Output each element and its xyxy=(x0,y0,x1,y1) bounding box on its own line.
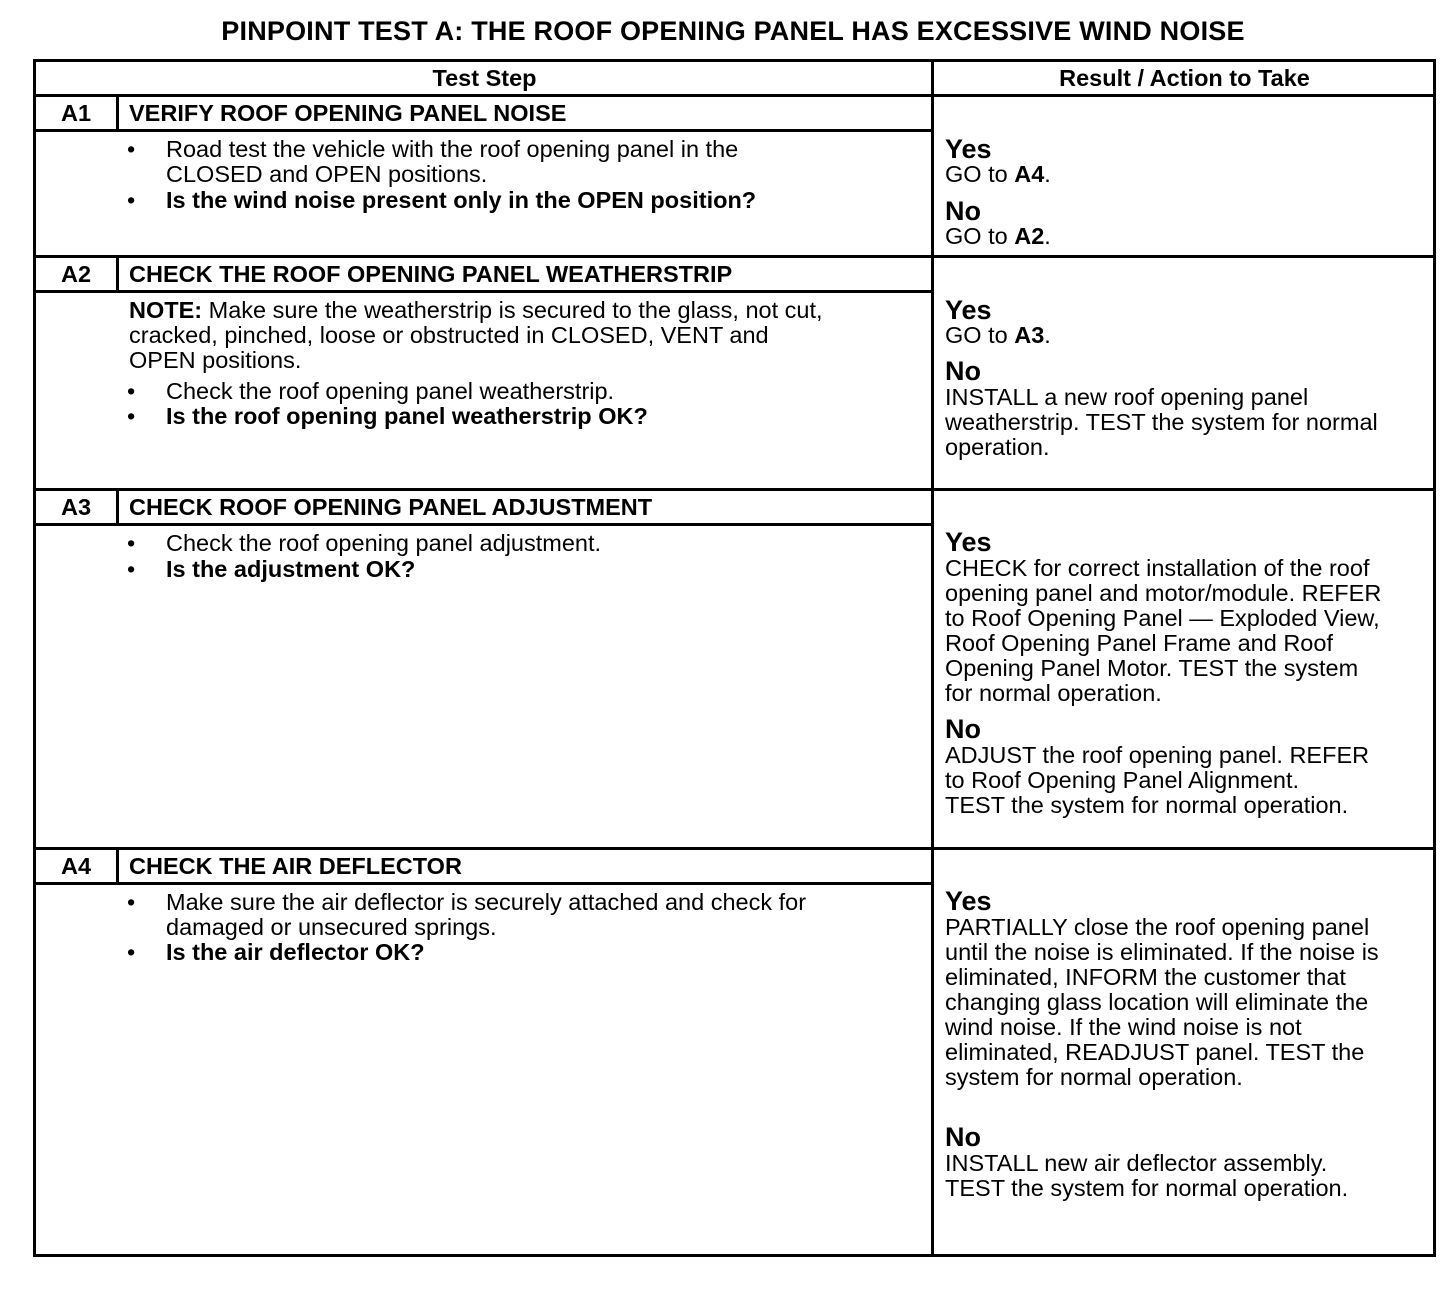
yes-label: Yes xyxy=(945,295,992,325)
no-action: GO to A2. xyxy=(945,223,1051,249)
step-id: A2 xyxy=(60,261,92,287)
step-title: CHECK ROOF OPENING PANEL ADJUSTMENT xyxy=(129,494,653,520)
step-question: Is the adjustment OK? xyxy=(166,556,416,582)
step-instruction: Check the roof opening panel adjustment. xyxy=(166,530,602,556)
no-label: No xyxy=(945,196,981,226)
header-test-step: Test Step xyxy=(432,65,537,91)
yes-label: Yes xyxy=(945,134,992,164)
page-title: PINPOINT TEST A: THE ROOF OPENING PANEL HAS EXCESSIVE WIND NOISE xyxy=(221,16,1245,46)
no-label: No xyxy=(945,356,981,386)
goto-step-link: A2 xyxy=(1014,223,1045,249)
step-question: Is the wind noise present only in the OPEN position? xyxy=(166,187,757,213)
no-action: ADJUST the roof opening panel. REFER to Roof Opening Panel Alignment. TEST the system for normal operation. xyxy=(945,742,1370,818)
bullet-icon: • xyxy=(127,187,136,213)
bullet-icon: • xyxy=(127,889,136,915)
step-instruction: Road test the vehicle with the roof opening panel in the xyxy=(166,136,739,162)
step-question: Is the air deflector OK? xyxy=(166,939,425,965)
yes-label: Yes xyxy=(945,527,992,557)
step-instruction: Check the roof opening panel weatherstrip. xyxy=(166,378,615,404)
step-instruction: CLOSED and OPEN positions. xyxy=(166,161,488,187)
id-divider xyxy=(116,94,119,132)
bullet-icon: • xyxy=(127,403,136,429)
yes-action: GO to A4. xyxy=(945,161,1051,187)
goto-step-link: A4 xyxy=(1014,161,1045,187)
step-title: CHECK THE AIR DEFLECTOR xyxy=(129,853,462,879)
no-action: INSTALL new air deflector assembly. TEST the system for normal operation. xyxy=(945,1150,1349,1201)
id-divider xyxy=(116,255,119,293)
column-divider xyxy=(931,59,934,1257)
step-instruction: damaged or unsecured springs. xyxy=(166,914,497,940)
yes-action: CHECK for correct installation of the roof opening panel and motor/module. REFER to Roof Opening Panel — Exploded View, Roof Opening Panel Frame and Roof Opening Panel Motor. TEST the system for normal operation. xyxy=(945,555,1382,706)
note-text: cracked, pinched, loose or obstructed in CLOSED, VENT and xyxy=(129,322,769,348)
step-instruction: Make sure the air deflector is securely attached and check for xyxy=(166,889,807,915)
note-text: OPEN positions. xyxy=(129,347,302,373)
step-title: CHECK THE ROOF OPENING PANEL WEATHERSTRIP xyxy=(129,261,733,287)
yes-label: Yes xyxy=(945,886,992,916)
id-divider xyxy=(116,847,119,885)
step-id: A3 xyxy=(60,494,92,520)
no-label: No xyxy=(945,714,981,744)
step-question: Is the roof opening panel weatherstrip OK? xyxy=(166,403,648,429)
yes-action: GO to A3. xyxy=(945,322,1051,348)
note-text: NOTE: Make sure the weatherstrip is secured to the glass, not cut, xyxy=(129,297,823,323)
bullet-icon: • xyxy=(127,136,136,162)
yes-action: PARTIALLY close the roof opening panel until the noise is eliminated. If the noise is eliminated, INFORM the customer that changing glass location will eliminate the wind noise. If the wind noise is not eliminated, READJUST panel. TEST the system for normal operation. xyxy=(945,914,1379,1090)
header-result: Result / Action to Take xyxy=(1059,65,1310,91)
no-label: No xyxy=(945,1122,981,1152)
goto-step-link: A3 xyxy=(1014,322,1045,348)
bullet-icon: • xyxy=(127,530,136,556)
no-action: INSTALL a new roof opening panel weatherstrip. TEST the system for normal operation. xyxy=(945,384,1378,460)
id-divider xyxy=(116,488,119,526)
bullet-icon: • xyxy=(127,556,136,582)
bullet-icon: • xyxy=(127,939,136,965)
step-title: VERIFY ROOF OPENING PANEL NOISE xyxy=(129,100,567,126)
step-id: A1 xyxy=(60,100,92,126)
bullet-icon: • xyxy=(127,378,136,404)
step-id: A4 xyxy=(60,853,92,879)
note-label: NOTE: xyxy=(129,297,203,323)
